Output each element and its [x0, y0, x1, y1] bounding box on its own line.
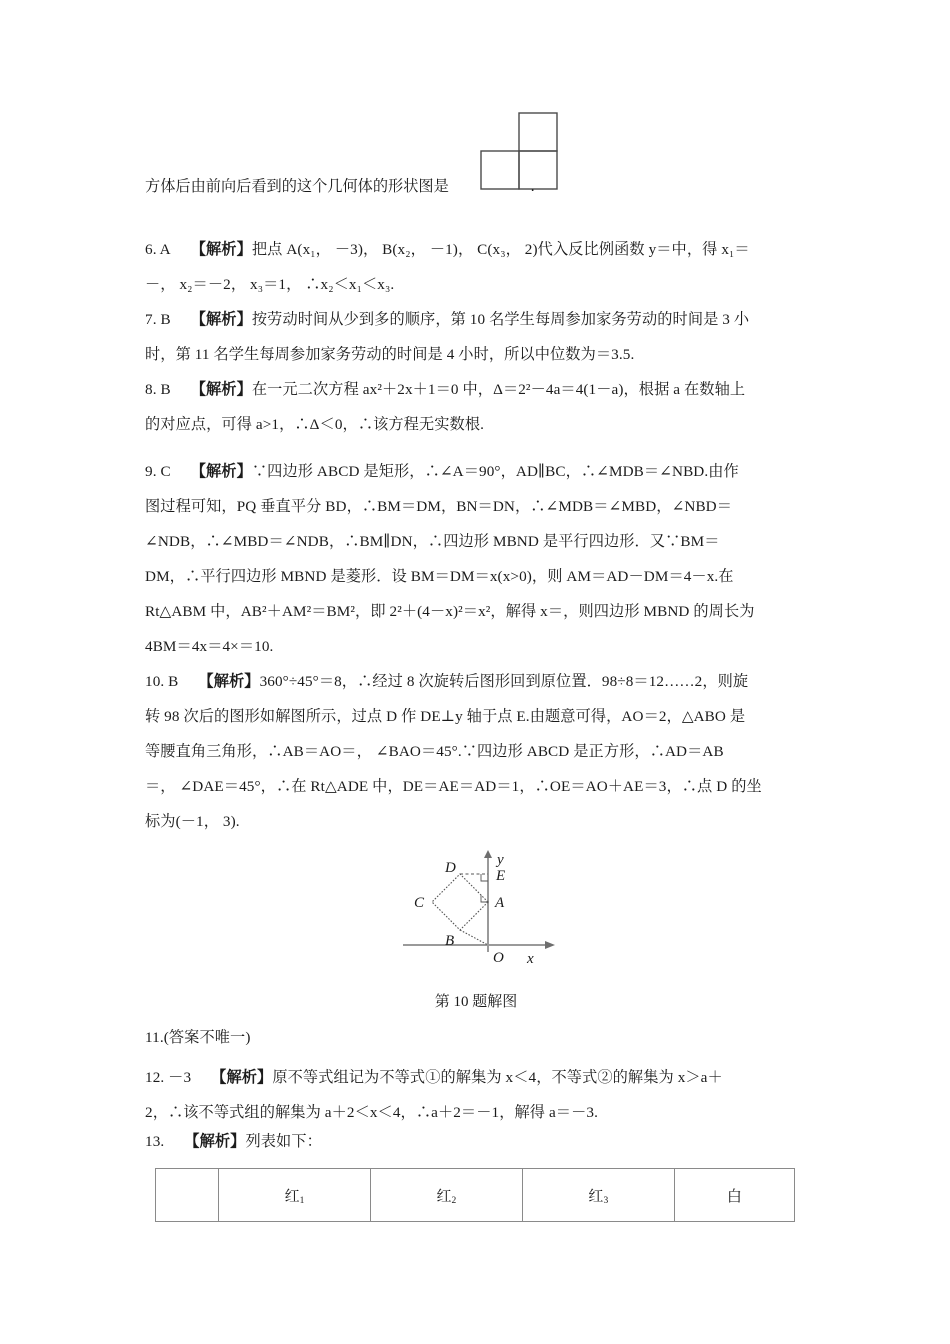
label-C: C	[414, 895, 425, 911]
item-10-line-2: 转 98 次后的图形如解图所示，过点 D 作 DE⊥y 轴于点 E.由题意可得，AO＝2，△ABO 是	[145, 708, 746, 725]
square-abcd-diagram	[145, 850, 807, 980]
top-line-text-after: .	[530, 178, 535, 195]
analysis-label-8: 【解析】	[190, 381, 252, 398]
cell-text: 红	[284, 1188, 300, 1205]
cell-subscript: 2	[451, 1195, 457, 1206]
answer-item-6	[145, 232, 807, 302]
table-row	[156, 1169, 795, 1222]
analysis-label-10: 【解析】	[198, 673, 260, 690]
item-10-line-3: 等腰直角三角形，∴AB＝AO＝， ∠BAO＝45°.∵四边形 ABCD 是正方形，∴AD＝AB	[145, 743, 724, 760]
analysis-label-9: 【解析】	[190, 463, 252, 480]
item-9-line-1: ∵四边形 ABCD 是矩形，∴∠A＝90°，AD∥BC，∴∠MDB＝∠NBD.由作	[251, 463, 739, 480]
top-continuation-line	[145, 176, 535, 198]
cell-text: 白	[726, 1188, 742, 1205]
answer-item-12	[145, 1060, 807, 1130]
answer-item-9	[145, 454, 807, 664]
item-number-6: 6. A	[145, 241, 171, 258]
item-number-9: 9. C	[145, 463, 171, 480]
item-number-11: 11.	[145, 1029, 164, 1046]
table-cell-red-2	[370, 1169, 522, 1222]
label-O: O	[493, 950, 504, 966]
label-D: D	[445, 860, 456, 876]
item-8-line-2: 的对应点，可得 a>1，∴Δ＜0，∴该方程无实数根.	[145, 416, 485, 433]
table-problem-13	[155, 1168, 795, 1222]
item-9-line-3: ∠NDB，∴∠MBD＝∠NDB，∴BM∥DN，∴四边形 MBND 是平行四边形．又∵BM＝	[145, 533, 720, 550]
cell-text: 红	[436, 1188, 452, 1205]
cell-subscript: 3	[603, 1195, 609, 1206]
item-number-10: 10. B	[145, 673, 179, 690]
item-6-line-2: －， x₂＝－2， x₃＝1， ∴x₂＜x₁＜x₃.	[145, 276, 395, 293]
answer-item-10	[145, 664, 807, 839]
item-6-line-1: 把点 A(x₁， －3)， B(x₂， －1)， C(x₃， 2)代入反比例函数 y＝中，得 x₁＝	[251, 241, 750, 258]
analysis-label-7: 【解析】	[190, 311, 252, 328]
analysis-label-12: 【解析】	[211, 1069, 273, 1086]
item-12-line-2: 2，∴该不等式组的解集为 a＋2＜x＜4，∴a＋2＝－1，解得 a＝－3.	[145, 1104, 598, 1121]
item-10-line-4: ＝， ∠DAE＝45°，∴在 Rt△ADE 中，DE＝AE＝AD＝1，∴OE＝AO＋AE＝3，∴点 D 的坐	[145, 778, 762, 795]
table-cell-red-3	[522, 1169, 674, 1222]
item-number-7: 7. B	[145, 311, 171, 328]
label-E: E	[496, 868, 506, 884]
item-9-line-5: Rt△ABM 中，AB²＋AM²＝BM²，即 2²＋(4－x)²＝x²，解得 x＝，则四边形 MBND 的周长为	[145, 603, 755, 620]
answer-item-7	[145, 302, 807, 372]
table-problem-13-wrapper	[155, 1168, 795, 1222]
item-9-line-4: DM，∴平行四边形 MBND 是菱形．设 BM＝DM＝x(x>0)，则 AM＝AD－DM＝4－x.在	[145, 568, 734, 585]
item-9-line-2: 图过程可知，PQ 垂直平分 BD，∴BM＝DM，BN＝DN，∴∠MDB＝∠MBD，∠NBD＝	[145, 498, 733, 515]
top-line-text-before: 方体后由前向后看到的这个几何体的形状图是	[145, 178, 449, 195]
item-7-line-2: 时，第 11 名学生每周参加家务劳动的时间是 4 小时，所以中位数为＝3.5.	[145, 346, 635, 363]
item-11-line-1: (答案不唯一)	[163, 1029, 251, 1046]
label-B: B	[445, 933, 455, 949]
item-10-line-5: 标为(－1， 3).	[145, 813, 240, 830]
figure-problem-10	[145, 850, 807, 1015]
item-number-13: 13.	[145, 1133, 165, 1150]
answer-item-11	[145, 1026, 807, 1050]
table-cell-white	[674, 1169, 794, 1222]
answer-item-8	[145, 372, 807, 442]
item-8-line-1: 在一元二次方程 ax²＋2x＋1＝0 中，Δ＝2²－4a＝4(1－a)，根据 a 在数轴上	[251, 381, 746, 398]
table-cell-corner	[156, 1169, 219, 1222]
item-10-line-1: 360°÷45°＝8，∴经过 8 次旋转后图形回到原位置．98÷8＝12……2，则旋	[259, 673, 749, 690]
table-cell-red-1	[219, 1169, 371, 1222]
answer-item-13	[145, 1130, 807, 1154]
item-number-8: 8. B	[145, 381, 171, 398]
item-7-line-1: 按劳动时间从少到多的顺序，第 10 名学生每周参加家务劳动的时间是 3 小	[251, 311, 750, 328]
figure-caption: 第 10 题解图	[434, 994, 518, 1010]
analysis-label-6: 【解析】	[190, 241, 252, 258]
analysis-label-13: 【解析】	[184, 1133, 246, 1150]
cell-text: 红	[588, 1188, 604, 1205]
cell-subscript: 1	[299, 1195, 305, 1206]
label-y-axis: y	[497, 852, 504, 868]
item-number-12: 12. －3	[145, 1069, 192, 1086]
item-9-line-6: 4BM＝4x＝4×＝10.	[145, 638, 274, 655]
item-12-line-1: 原不等式组记为不等式①的解集为 x＜4，不等式②的解集为 x＞a＋	[272, 1069, 723, 1086]
label-A: A	[495, 895, 505, 911]
item-13-line-1: 列表如下：	[245, 1133, 322, 1150]
label-x-axis: x	[527, 951, 534, 967]
